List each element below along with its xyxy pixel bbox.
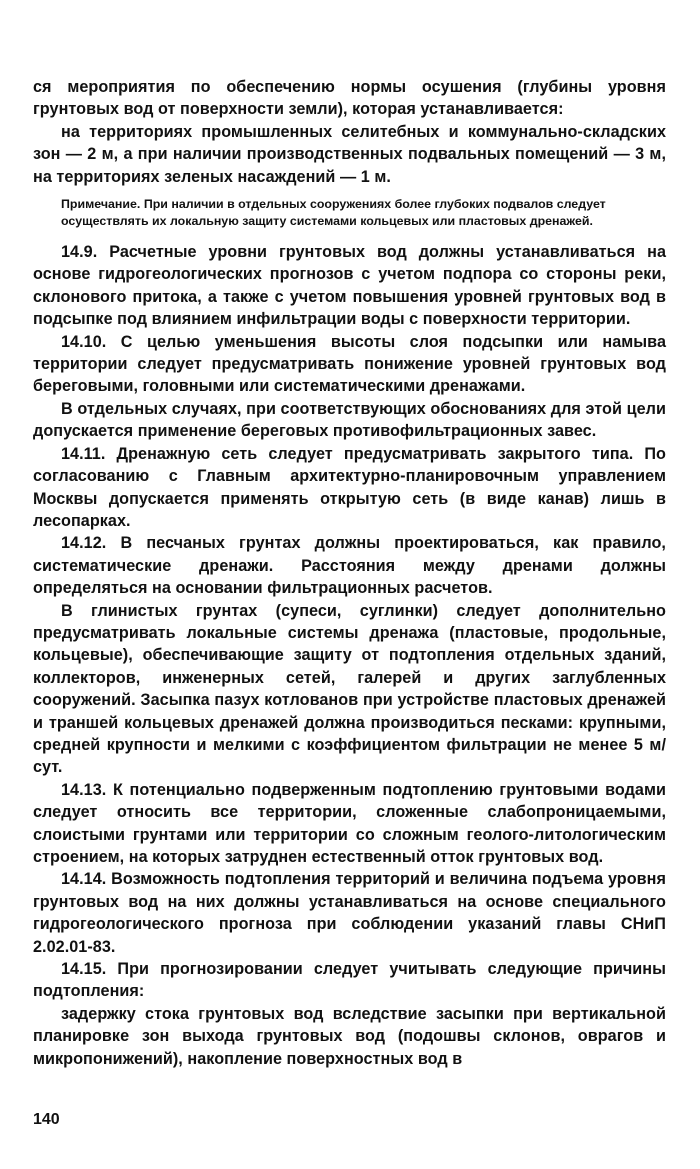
section-14-9-number: 14.9. [61,243,98,262]
section-14-13-text: К потенциально подверженным подтоплению грунтовыми водами следует относить все территории, сложенные слабопроницаемыми, слоистыми грунтами или территории со сложным геолого-литологическим строением, на которых затруднен естественный отток грунтовых вод. [33,780,666,866]
paragraph-drainage-norms: на территориях промышленных селитебных и коммунально-складских зон — 2 м, а при наличии производственных подвальных помещений — 3 м, на территориях зеленых насаждений — 1 м. [33,122,666,186]
section-14-15-number: 14.15. [61,960,107,979]
note-label: Примечание. [61,197,141,212]
section-14-12-text: В песчаных грунтах должны проектироваться, как правило, систематические дренажи. Расстояния между дренами должны определяться на основании фильтрационных расчетов. [33,534,666,598]
section-14-12 [33,532,666,599]
page-number: 140 [33,1111,60,1128]
section-14-15-text: При прогнозировании следует учитывать следующие причины подтопления: [33,960,666,1001]
note-text: При наличии в отдельных сооружениях более глубоких подвалов следует осуществлять их локальную защиту системами кольцевых или пластовых дренажей. [61,197,606,228]
section-14-9-text: Расчетные уровни грунтовых вод должны устанавливаться на основе гидрогеологических прогнозов с учетом подпора со стороны реки, склонового притока, а также с учетом повышения уровней грунтовых вод в подсыпке под влиянием инфильтрации воды с поверхности территории. [33,243,666,329]
paragraph-continuation: ся мероприятия по обеспечению нормы осушения (глубины уровня грунтовых вод от поверхности земли), которая устанавливается: [33,78,666,119]
section-14-10-continuation: В отдельных случаях, при соответствующих обоснованиях для этой цели допускается применение береговых противофильтрационных завес. [33,399,666,441]
section-14-14-number: 14.14. [61,870,107,889]
section-14-12-number: 14.12. [61,534,107,553]
note-block [33,196,666,229]
section-14-15 [33,958,666,1003]
section-14-12-continuation: В глинистых грунтах (супеси, суглинки) следует дополнительно предусматривать локальные системы дренажа (пластовые, продольные, кольцевые), обеспечивающие защиту от подтопления отдельных зданий, коллекторов, инженерных сетей, галерей и других заглубленных сооружений. Засыпка пазух котлованов при устройстве пластовых дренажей и траншей кольцевых дренажей должна производиться песками: крупными, средней крупности и мелкими с коэффициентом фильтрации не менее 5 м/сут. [33,601,666,777]
section-14-11-number: 14.11. [61,444,106,463]
section-14-10-text: С целью уменьшения высоты слоя подсыпки или намыва территории следует предусматривать понижение уровней грунтовых вод береговыми, головными или систематическими дренажами. [33,332,666,396]
section-14-14-text: Возможность подтопления территорий и величина подъема уровня грунтовых вод на них должны устанавливаться на основе специального гидрогеологического прогноза при соблюдении указаний главы СНиП 2.02.01-83. [33,870,666,956]
section-14-9 [33,241,666,331]
section-14-15-continuation: задержку стока грунтовых вод вследствие засыпки при вертикальной планировке зон выхода грунтовых вод (подошвы склонов, оврагов и микропонижений), накопление поверхностных вод в [33,1004,666,1068]
section-14-11-text: Дренажную сеть следует предусматривать закрытого типа. По согласованию с Главным архитектурно-планировочным управлением Москвы допускается применять открытую сеть (в виде канав) лишь в лесопарках. [33,444,666,530]
section-14-14 [33,868,666,958]
section-14-11 [33,443,666,533]
section-14-13-number: 14.13. [61,780,107,799]
section-14-13 [33,779,666,869]
section-14-10-number: 14.10. [61,332,107,351]
section-14-10 [33,331,666,398]
